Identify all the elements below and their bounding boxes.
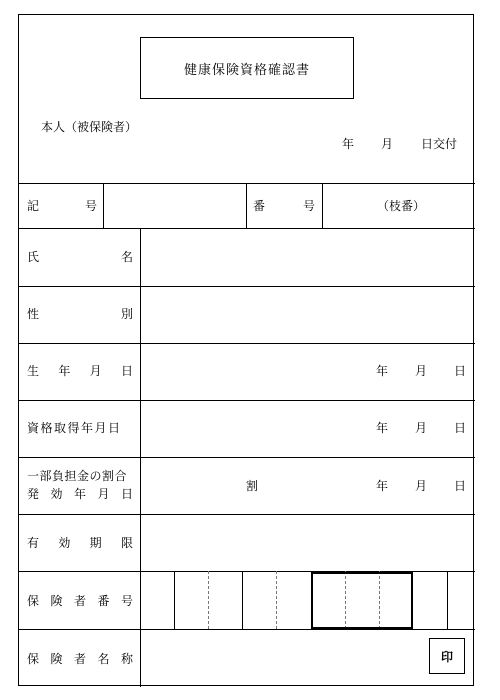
divider-row-2 [19,286,475,287]
divider-header [19,183,475,184]
label-bangou: 番 号 [253,199,315,213]
label-gender: 性 別 [27,307,133,321]
label-name: 氏 名 [27,250,133,264]
acquisition-year-unit: 年 [376,421,389,435]
label-effective-date: 発 効 年 月 日 [27,487,133,501]
divider-v-bangou-right [322,183,323,228]
document-title: 健康保険資格確認書 [140,37,354,99]
label-edaban: （枝番） [377,199,426,213]
insurer-number-cell-divider [447,571,448,629]
label-validity: 有 効 期 限 [27,536,133,550]
label-kigou: 記 号 [27,199,97,213]
issue-day-label: 日交付 [421,137,458,151]
effective-month-unit: 月 [415,479,428,493]
birthdate-day-unit: 日 [454,364,467,378]
label-acquisition-date: 資格取得年月日 [27,421,122,435]
acquisition-day-unit: 日 [454,421,467,435]
label-insurer-number: 保 険 者 番 号 [27,594,133,608]
certificate-frame [18,14,474,686]
holder-label: 本人（被保険者） [41,120,138,134]
divider-row-3 [19,343,475,344]
insurer-number-cell-divider [242,571,243,629]
birthdate-month-unit: 月 [415,364,428,378]
issue-month-label: 月 [381,137,394,151]
insurer-number-cell-divider [276,571,277,629]
label-birthdate: 生 年 月 日 [27,364,133,378]
divider-v-bangou-left [246,183,247,228]
divider-row-1 [19,228,475,229]
copay-ratio-unit: 割 [246,479,259,493]
divider-row-8 [19,629,475,630]
divider-row-6 [19,514,475,515]
insurer-number-cell-divider [208,571,209,629]
birthdate-year-unit: 年 [376,364,389,378]
label-insurer-name: 保 険 者 名 称 [27,652,133,666]
acquisition-month-unit: 月 [415,421,428,435]
divider-v-kigou [103,183,104,228]
effective-day-unit: 日 [454,479,467,493]
issue-year-label: 年 [342,137,355,151]
insurer-number-cell-divider [174,571,175,629]
divider-v-label-column [140,228,141,687]
effective-year-unit: 年 [376,479,389,493]
insurer-number-check-box [311,572,413,629]
divider-row-5 [19,457,475,458]
seal-stamp-box: 印 [429,638,465,674]
divider-row-4 [19,400,475,401]
label-copay-ratio: 一部負担金の割合 [27,469,128,483]
